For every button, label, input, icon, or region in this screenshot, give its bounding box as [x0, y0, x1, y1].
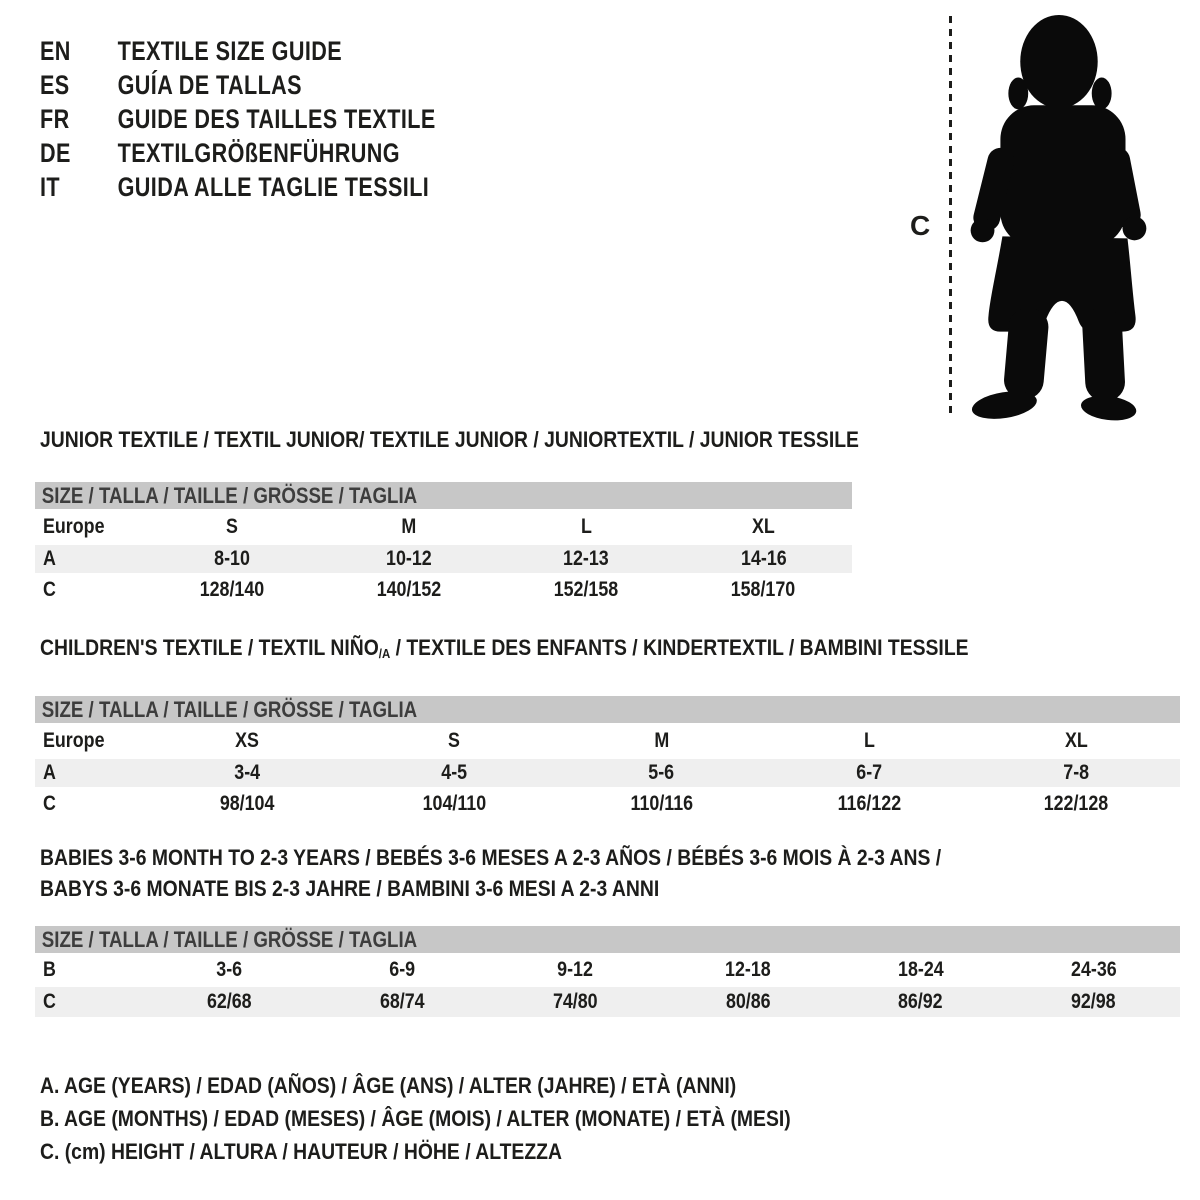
- size-header-text: SIZE / TALLA / TAILLE / GRÖSSE / TAGLIA: [41, 926, 418, 952]
- size-cell: [350, 729, 557, 753]
- toddler-silhouette-icon: [962, 10, 1152, 422]
- size-cell-text: 18-24: [897, 958, 944, 981]
- size-cell: [316, 958, 489, 982]
- size-cell-text: 12-18: [725, 958, 771, 981]
- row-label-text: C: [43, 578, 56, 601]
- size-cell: [316, 990, 489, 1014]
- size-cell-text: L: [863, 729, 875, 752]
- size-cell-text: M: [654, 729, 669, 752]
- toddler-leg-right: [1081, 307, 1126, 402]
- language-row: [40, 136, 436, 170]
- size-cell-text: S: [448, 729, 461, 752]
- size-cell-text: L: [580, 515, 592, 538]
- toddler-ear-right: [1092, 78, 1112, 110]
- size-cell: [489, 990, 662, 1014]
- row-label: [35, 515, 143, 539]
- size-cell: [143, 958, 316, 982]
- size-header-bar: [35, 482, 852, 509]
- size-cell: [661, 958, 834, 982]
- size-cell-text: 10-12: [386, 547, 432, 570]
- language-row: [40, 102, 436, 136]
- table-row: [35, 787, 1180, 821]
- size-cell: [320, 578, 497, 602]
- size-cell: [675, 578, 852, 602]
- size-cell-text: 7-8: [1063, 761, 1090, 784]
- size-cell: [143, 990, 316, 1014]
- row-label-text: A: [43, 761, 56, 784]
- section-title-line: [40, 636, 1043, 666]
- row-label: [35, 547, 143, 571]
- size-cell-text: 12-13: [563, 547, 609, 570]
- size-cell-text: 62/68: [207, 990, 252, 1013]
- section-title-text: BABIES 3-6 MONTH TO 2-3 YEARS / BEBÉS 3-6 MESES A 2-3 AÑOS / BÉBÉS 3-6 MOIS À 2-3 ANS /: [40, 845, 942, 870]
- section-title-text: CHILDREN'S TEXTILE / TEXTIL NIÑO: [40, 635, 379, 660]
- language-code: DE: [40, 137, 71, 168]
- size-cell-text: 6-9: [389, 958, 416, 981]
- size-cell-text: 98/104: [219, 792, 274, 815]
- section-babies: [35, 842, 1180, 1017]
- toddler-hand-left: [971, 218, 995, 242]
- size-cell: [143, 729, 350, 753]
- row-label: [35, 729, 143, 753]
- size-header-text: SIZE / TALLA / TAILLE / GRÖSSE / TAGLIA: [41, 696, 418, 722]
- size-header-bar: [35, 696, 1180, 723]
- size-cell-text: 9-12: [557, 958, 593, 981]
- size-cell-text: 140/152: [376, 578, 442, 601]
- section-junior: [35, 427, 859, 607]
- legend-line: C. (cm) HEIGHT / ALTURA / HAUTEUR / HÖHE / ALTEZZA: [40, 1139, 562, 1164]
- size-cell-text: 116/122: [837, 792, 901, 815]
- size-cell: [350, 761, 557, 785]
- size-cell: [498, 515, 675, 539]
- row-label: [35, 990, 143, 1014]
- size-cell: [350, 792, 557, 816]
- size-cell: [1007, 958, 1180, 982]
- size-cell: [143, 547, 320, 571]
- row-label-text: Europe: [43, 729, 105, 752]
- size-cell: [765, 729, 972, 753]
- size-cell: [558, 729, 765, 753]
- table-row: [35, 545, 852, 573]
- size-cell-text: 6-7: [856, 761, 882, 784]
- size-cell: [765, 792, 972, 816]
- section-title-line: [40, 427, 859, 452]
- size-cell-text: 3-4: [233, 761, 260, 784]
- legend-line: A. AGE (YEARS) / EDAD (AÑOS) / ÂGE (ANS) / ALTER (JAHRE) / ETÀ (ANNI): [40, 1073, 737, 1098]
- size-cell-text: 14-16: [740, 547, 787, 570]
- size-cell: [834, 958, 1007, 982]
- section-title: [40, 842, 1043, 904]
- size-cell-text: 80/86: [725, 990, 771, 1013]
- row-label-text: C: [43, 990, 56, 1013]
- size-cell: [1007, 990, 1180, 1014]
- row-label-text: B: [43, 958, 56, 981]
- size-cell-text: 152/158: [553, 578, 619, 601]
- size-cell-text: 122/128: [1044, 792, 1109, 815]
- legend: [40, 1069, 893, 1168]
- toddler-hand-right: [1123, 216, 1147, 240]
- section-title-line: [40, 842, 1043, 873]
- size-cell: [143, 578, 320, 602]
- size-cell-text: 110/116: [630, 792, 693, 815]
- size-cell: [973, 792, 1180, 816]
- row-label-text: C: [43, 792, 56, 815]
- size-cell: [489, 958, 662, 982]
- table-row: [35, 723, 1180, 759]
- language-title: TEXTILGRÖßENFÜHRUNG: [117, 137, 400, 168]
- size-cell-text: 158/170: [731, 578, 796, 601]
- legend-line: B. AGE (MONTHS) / EDAD (MESES) / ÂGE (MOIS) / ALTER (MONATE) / ETÀ (MESI): [40, 1106, 791, 1131]
- language-title: GUÍA DE TALLAS: [117, 69, 302, 100]
- size-cell: [143, 515, 320, 539]
- section-title-text: / TEXTILE DES ENFANTS / KINDERTEXTIL / BAMBINI TESSILE: [390, 635, 969, 660]
- size-cell: [661, 990, 834, 1014]
- row-label: [35, 958, 143, 982]
- row-label: [35, 761, 143, 785]
- row-label-text: A: [43, 547, 56, 570]
- row-label: [35, 578, 143, 602]
- language-title-list: [40, 34, 436, 204]
- size-cell-text: 92/98: [1071, 990, 1116, 1013]
- language-title: GUIDA ALLE TAGLIE TESSILI: [117, 171, 430, 202]
- language-row: [40, 34, 436, 68]
- language-row: [40, 68, 436, 102]
- size-cell-text: 4-5: [441, 761, 468, 784]
- section-title-text: BABYS 3-6 MONATE BIS 2-3 JAHRE / BAMBINI 3-6 MESI A 2-3 ANNI: [40, 876, 660, 901]
- size-cell-text: S: [225, 515, 238, 538]
- size-cell-text: 128/140: [199, 578, 264, 601]
- table-row: [35, 987, 1180, 1017]
- size-cell: [498, 547, 675, 571]
- language-row: [40, 170, 436, 204]
- size-cell-text: XL: [1064, 729, 1088, 752]
- size-cell-text: XL: [751, 515, 775, 538]
- size-cell: [765, 761, 972, 785]
- size-cell: [973, 729, 1180, 753]
- size-cell-text: 74/80: [552, 990, 598, 1013]
- size-cell-text: 8-10: [213, 547, 250, 570]
- size-cell: [558, 761, 765, 785]
- size-cell-text: 5-6: [648, 761, 675, 784]
- size-cell: [973, 761, 1180, 785]
- size-header-bar: [35, 926, 1180, 953]
- section-title: [40, 427, 859, 452]
- section-title: [40, 636, 1043, 666]
- height-measure-label: C: [910, 210, 931, 241]
- height-measure-dashed-line: [949, 16, 952, 416]
- size-cell: [834, 990, 1007, 1014]
- language-code: FR: [40, 103, 70, 134]
- size-cell-text: 104/110: [422, 792, 486, 815]
- language-title: TEXTILE SIZE GUIDE: [117, 35, 343, 66]
- toddler-head: [1020, 15, 1097, 108]
- size-cell: [143, 792, 350, 816]
- size-header-text: SIZE / TALLA / TAILLE / GRÖSSE / TAGLIA: [41, 482, 418, 508]
- toddler-foot-right: [1080, 393, 1138, 422]
- size-cell: [558, 792, 765, 816]
- section-children: [35, 636, 1180, 821]
- size-cell-text: M: [401, 515, 417, 538]
- table-row: [35, 509, 852, 545]
- size-cell-text: 68/74: [379, 990, 425, 1013]
- section-title-text: /A: [378, 646, 391, 661]
- size-cell: [675, 547, 852, 571]
- row-label: [35, 792, 143, 816]
- size-cell-text: 86/92: [898, 990, 944, 1013]
- row-label-text: Europe: [43, 515, 105, 538]
- language-code: IT: [40, 171, 60, 202]
- table-row: [35, 573, 852, 607]
- language-code: ES: [40, 69, 70, 100]
- table-row: [35, 759, 1180, 787]
- size-cell: [320, 547, 497, 571]
- language-title: GUIDE DES TAILLES TEXTILE: [117, 103, 436, 134]
- size-cell: [498, 578, 675, 602]
- size-cell-text: 3-6: [216, 958, 243, 981]
- language-code: EN: [40, 35, 71, 66]
- size-cell: [143, 761, 350, 785]
- size-cell: [675, 515, 852, 539]
- table-row: [35, 953, 1180, 987]
- size-cell: [320, 515, 497, 539]
- size-cell-text: XS: [234, 729, 259, 752]
- section-title-text: JUNIOR TEXTILE / TEXTIL JUNIOR/ TEXTILE JUNIOR / JUNIORTEXTIL / JUNIOR TESSILE: [40, 427, 859, 452]
- size-cell-text: 24-36: [1070, 958, 1117, 981]
- section-title-line: [40, 873, 1043, 904]
